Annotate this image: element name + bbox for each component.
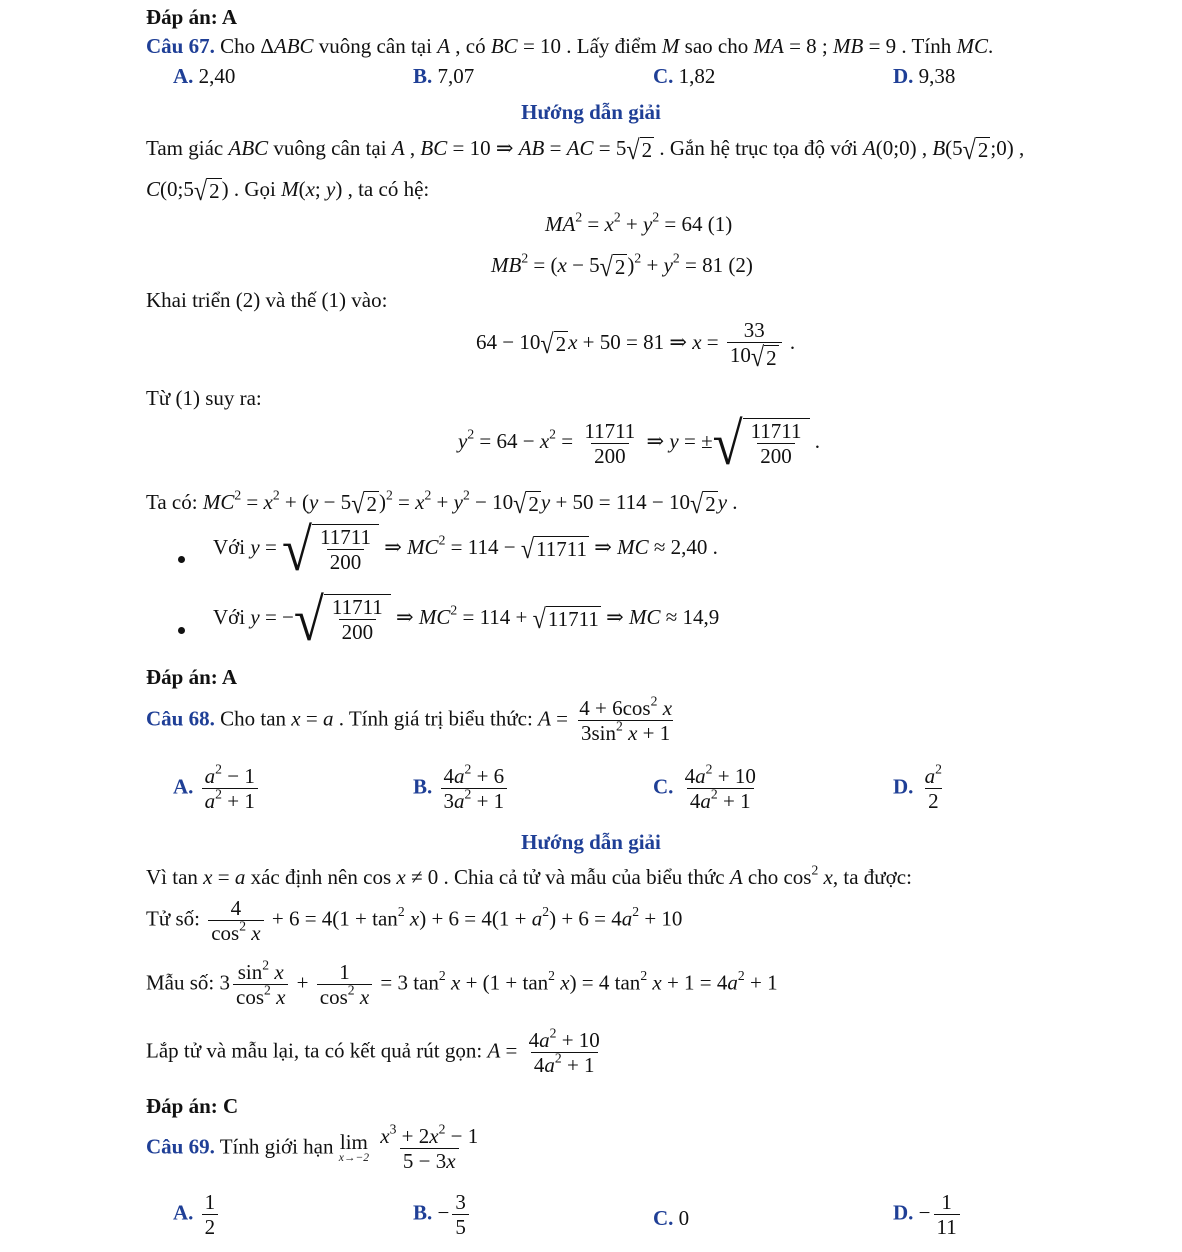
q69-option-a: A. $\frac{1}{2}$ <box>173 1190 221 1239</box>
q69-option-b: B. − $\frac{3}{5}$ <box>413 1190 472 1239</box>
q68-question: Câu 68. Cho tan x = a . Tính giá trị biểu thức: A = $\frac{4 + 6\cos^2 x}{3\sin^2 x + 1}$ <box>146 693 673 746</box>
q69-option-d: D. − $\frac{1}{11}$ <box>893 1190 963 1239</box>
q67-guide-title: Hướng dẫn giải <box>521 100 661 124</box>
q67-case1: Với y = √ $\frac{11711}{200}$ ⇒ $MC^2 = 114$ − √ 11711 ⇒ MC ≈ 2,40 . <box>213 516 718 584</box>
q68-option-c: C. $\frac{4a^2 + 10}{4a^2 + 1}$ <box>653 761 756 814</box>
q68-guide-title: Hướng dẫn giải <box>521 830 661 854</box>
q67-solution-line1: Tam giác ABC vuông cân tại A , BC = 10 ⇒ AB = AC = 5 √ 2 . Gắn hệ trục tọa độ với A(0;0) , B(5 √ 2 ;0) , <box>146 135 1025 167</box>
q67-case2: Với y = − √ $\frac{11711}{200}$ ⇒ $MC^2 = 114$ + √ 11711 ⇒ MC ≈ 14,9 <box>213 586 720 654</box>
q67-label: Câu 67. <box>146 34 215 58</box>
q67-answer: Đáp án: A <box>146 665 238 689</box>
q68-option-b: B. $\frac{4a^2 + 6}{3a^2 + 1}$ <box>413 764 510 813</box>
q68-option-d: D. $\frac{a^2}{2}$ <box>893 761 942 814</box>
q67-option-b: B. 7,07 <box>413 64 475 88</box>
q68-solution-line1: Vì tan x = a xác định nên cos x ≠ 0 . Chia cả tử và mẫu của biểu thức A cho $\cos^2 x$, ta được: <box>146 862 912 889</box>
q69-option-c: C. 0 <box>653 1206 690 1230</box>
q67-expand-label: Khai triển (2) và thế (1) vào: <box>146 288 388 312</box>
q68-numerator: Tử số: $\frac{4}{\cos^2 x}$ + $6 = 4(1 + \tan^2 x) + 6 = 4(1 + a^2) + 6 = 4a^2 + 10$ <box>146 896 683 946</box>
bullet-icon <box>178 556 185 563</box>
q67-option-a: A. 2,40 <box>173 64 236 88</box>
q67-eq2: $MB^2 = (x - 5$ √ 2 )$^2 + y^2 = 81$ (2) <box>491 250 753 284</box>
q67-question: Câu 67. Cho ΔABC vuông cân tại A , có BC = 10 . Lấy điểm M sao cho MA = 8 ; MB = 9 . Tính MC. <box>146 34 994 58</box>
q67-eq5: Ta có: $MC^2 = x^2 + (y - 5$ √ 2 )$^2 = x^2 + y^2 - 10$ √ 2 y + 50 = 114 − 10 √ 2 y . <box>146 487 738 521</box>
q67-from1-label: Từ (1) suy ra: <box>146 386 262 410</box>
q68-option-a: A. $\frac{a^2 - 1}{a^2 + 1}$ <box>173 764 261 813</box>
q67-eq3: 64 − 10 √ 2 x + 50 = 81 ⇒ x = 33 10 √ 2 . <box>476 318 796 373</box>
q69-question: Câu 69. Tính giới hạn lim x→−2 $\frac{x^3 + 2x^2 - 1}{5 - 3x}$ <box>146 1121 479 1174</box>
q67-option-d: D. 9,38 <box>893 64 956 88</box>
q68-result: Lắp tử và mẫu lại, ta có kết quả rút gọn: A = $\frac{4a^2 + 10}{4a^2 + 1}$ <box>146 1025 600 1078</box>
q67-eq4: $y^2 = 64 - x^2$ = $\frac{11711}{200}$ ⇒ y = ± √ $\frac{11711}{200}$ . <box>458 410 821 478</box>
q69-label: Câu 69. <box>146 1134 215 1159</box>
q68-denominator: Mẫu số: 3 $\frac{\sin^2 x}{\cos^2 x}$ + $\frac{1}{\cos^2 x}$ = 3 $\tan^2 x + (1 + \tan^2 x) = 4$ $\tan^2 x + 1 = 4a^2 + 1$ <box>146 957 778 1010</box>
q67-eq1: $MA^2 = x^2 + y^2 = 64$ (1) <box>545 209 733 236</box>
q67-option-c: C. 1,82 <box>653 64 716 88</box>
q68-answer: Đáp án: C <box>146 1094 239 1118</box>
q68-label: Câu 68. <box>146 706 215 731</box>
q67-solution-line2: C(0;5 √ 2 ) . Gọi M(x; y) , ta có hệ: <box>146 176 430 208</box>
top-answer: Đáp án: A <box>146 5 238 29</box>
bullet-icon <box>178 627 185 634</box>
